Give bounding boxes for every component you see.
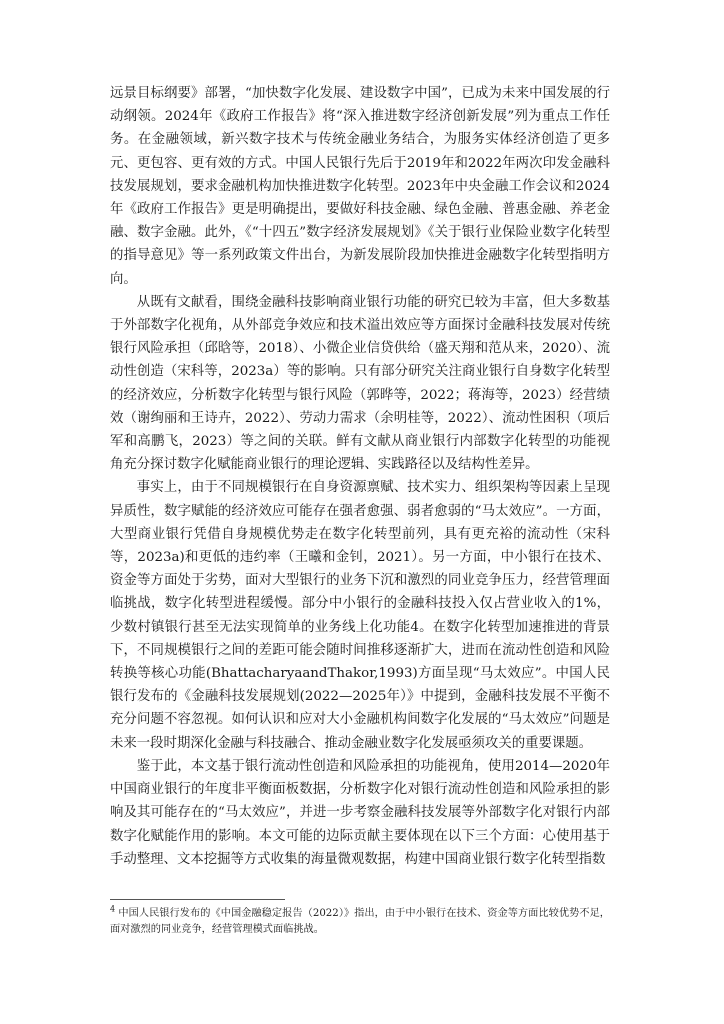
footnote-divider (110, 899, 285, 900)
footnote (110, 906, 610, 938)
body-text (110, 82, 610, 871)
paragraph-1: 远景目标纲要》部署，“加快数字化发展、建设数字中国”，已成为未来中国发展的行动纲领。2024年《政府工作报告》将“深入推进数字经济创新发展”列为重点工作任务。在金融领域，新兴数字技术与传统金融业务结合，为服务实体经济创造了更多元、更包容、更有效的方式。中国人民银行先后于2019年和2022年两次印发金融科技发展规划，要求金融机构加快推进数字化转型。2023年中央金融工作会议和2024年《政府工作报告》更是明确提出，要做好科技金融、绿色金融、普惠金融、养老金融、数字金融。此外，《“十四五”数字经济发展规划》《关于银行业保险业数字化转型的指导意见》等一系列政策文件出台，为新发展阶段加快推进金融数字化转型指明方向。 (110, 86, 610, 287)
paragraph-3: 事实上，由于不同规模银行在自身资源禀赋、技术实力、组织架构等因素上呈现异质性，数字赋能的经济效应可能存在强者愈强、弱者愈弱的“马太效应”。一方面，大型商业银行凭借自身规模优势走在数字化转型前列，具有更充裕的流动性（宋科等，2023a)和更低的违约率（王曦和金钊，2021）。另一方面，中小银行在技术、资金等方面处于劣势，面对大型银行的业务下沉和激烈的同业竞争压力，经营管理面临挑战，数字化转型进程缓慢。部分中小银行的金融科技投入仅占营业收入的1%，少数村镇银行甚至无法实现简单的业务线上化功能4。在数字化转型加速推进的背景下，不同规模银行之间的差距可能会随时间推移逐渐扩大，进而在流动性创造和风险转换等核心功能(BhattacharyaandThakor,1993)方面呈现“马太效应”。中国人民银行发布的《金融科技发展规划(2022—2025年）》中提到，金融科技发展不平衡不充分问题不容忽视。如何认识和应对大小金融机构间数字化发展的“马太效应”问题是未来一段时期深化金融与科技融合、推动金融业数字化发展亟须攻关的重要课题。 (110, 480, 610, 751)
footnote-marker: 4 (110, 904, 116, 914)
footnote-text: 中国人民银行发布的《中国金融稳定报告（2022）》指出，由于中小银行在技术、资金等方面比较优势不足，面对激烈的同业竞争，经营管理模式面临挑战。 (110, 908, 610, 935)
paragraph-2: 从既有文献看，围绕金融科技影响商业银行功能的研究已较为丰富，但大多数基于外部数字化视角，从外部竞争效应和技术溢出效应等方面探讨金融科技发展对传统银行风险承担（邱晗等，2018）、小微企业信贷供给（盛天翔和范从来，2020）、流动性创造（宋科等，2023a）等的影响。只有部分研究关注商业银行自身数字化转型的经济效应，分析数字化转型与银行风险（郭晔等，2022；蒋海等，2023）经营绩效（谢绚丽和王诗卉，2022）、劳动力需求（余明桂等，2022）、流动性困积（项后军和高鹏飞，2023）等之间的关联。鲜有文献从商业银行内部数字化转型的功能视角充分探讨数字化赋能商业银行的理论逻辑、实践路径以及结构性差异。 (110, 294, 610, 473)
paragraph-4: 鉴于此，本文基于银行流动性创造和风险承担的功能视角，使用2014—2020年中国商业银行的年度非平衡面板数据，分析数字化对银行流动性创造和风险承担的影响及其可能存在的“马太效应”，并进一步考察金融科技发展等外部数字化对银行内部数字化赋能作用的影响。本文可能的边际贡献主要体现在以下三个方面：心使用基于手动整理、文本挖掘等方式收集的海量微观数据，构建中国商业银行数字化转型指数 (110, 758, 610, 867)
